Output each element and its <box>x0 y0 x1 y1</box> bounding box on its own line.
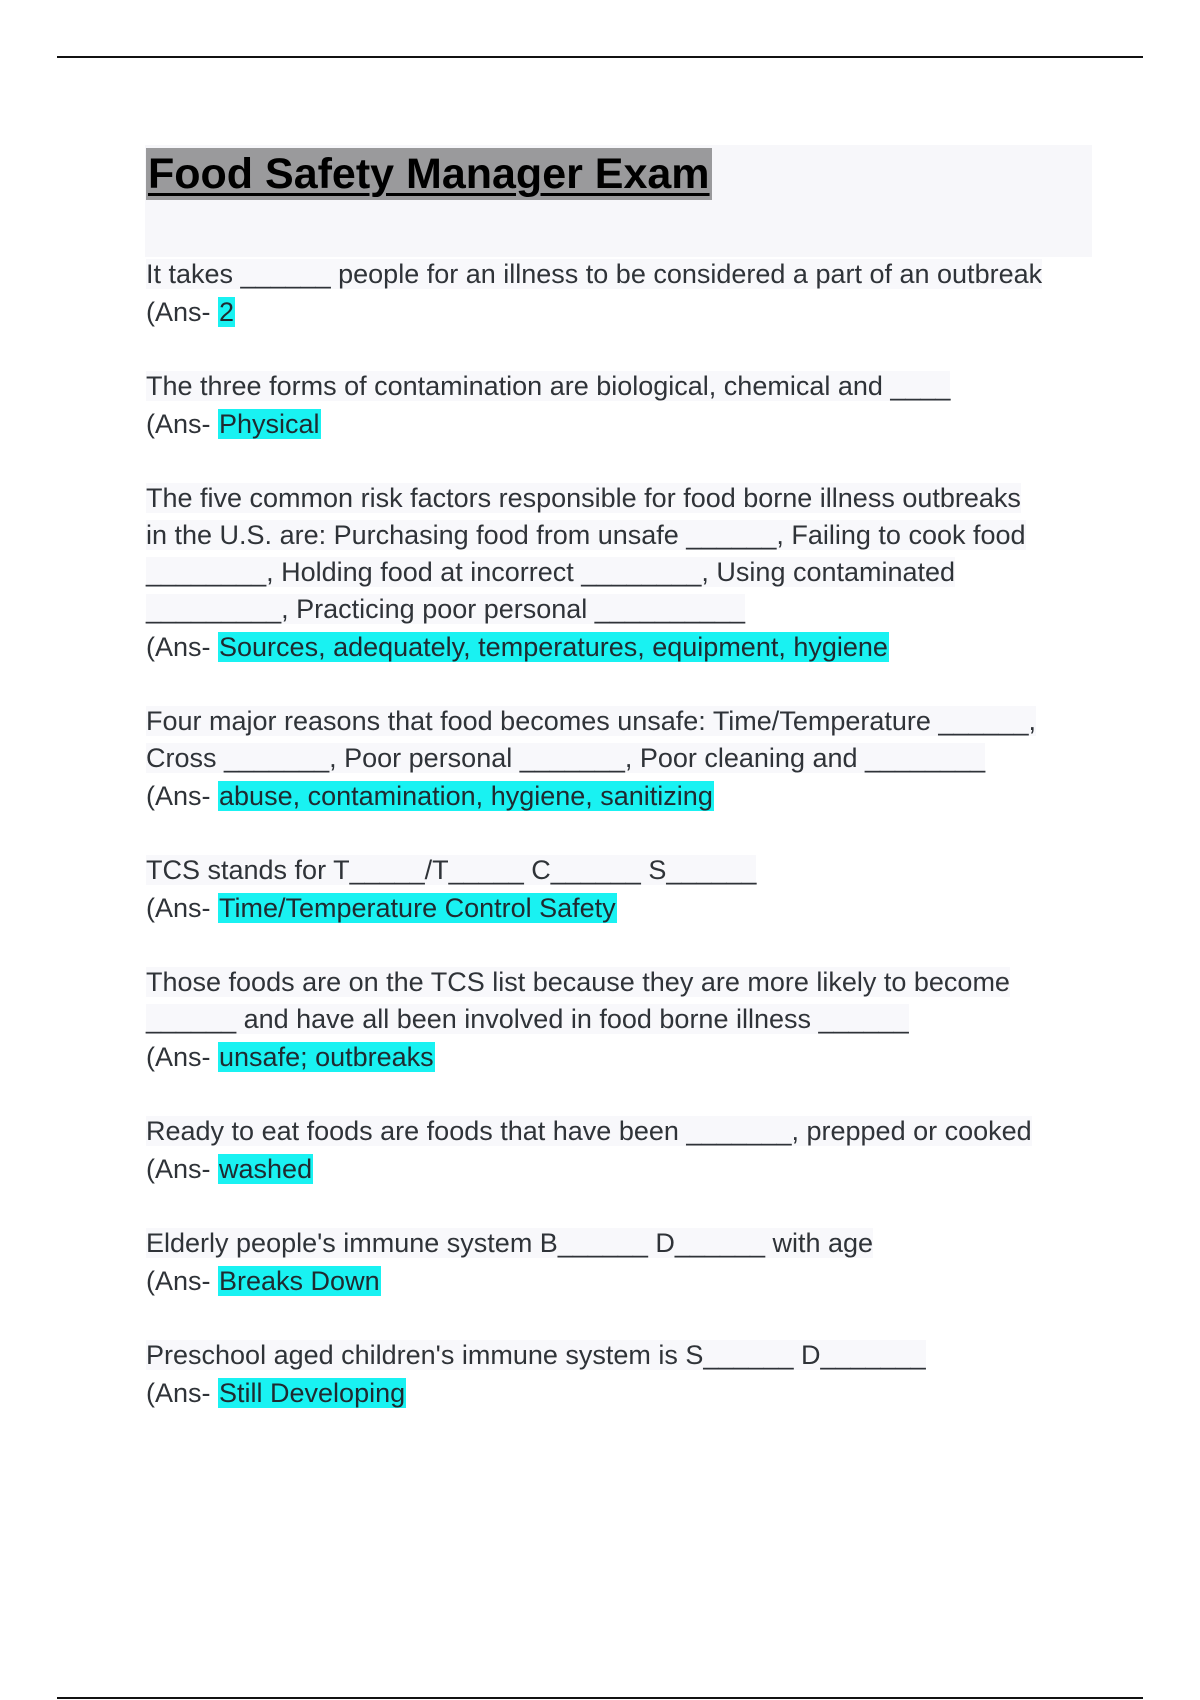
question-line: It takes ______ people for an illness to be considered a part of an outbreak <box>146 259 1043 289</box>
answer-prefix: (Ans- <box>146 409 219 439</box>
question-line: _________, Practicing poor personal __________ <box>146 594 745 624</box>
bottom-rule <box>57 1697 1143 1699</box>
question-line: The five common risk factors responsible for food borne illness outbreaks <box>146 483 1021 513</box>
question-line: in the U.S. are: Purchasing food from unsafe ______, Failing to cook food <box>146 520 1026 550</box>
answer-value: Breaks Down <box>219 1266 380 1296</box>
answer-value: Time/Temperature Control Safety <box>219 893 616 923</box>
answer-value: Still Developing <box>219 1378 406 1408</box>
answer-value: unsafe; outbreaks <box>219 1042 434 1072</box>
qa-item <box>146 480 1091 666</box>
answer-line <box>146 1150 1091 1188</box>
question-text <box>146 964 1091 1038</box>
question-line: The three forms of contamination are biological, chemical and ____ <box>146 371 951 401</box>
answer-prefix: (Ans- <box>146 1378 219 1408</box>
question-line: Four major reasons that food becomes unsafe: Time/Temperature ______, <box>146 706 1036 736</box>
answer-line <box>146 889 1091 927</box>
answer-value: Physical <box>219 409 320 439</box>
answer-line <box>146 1374 1091 1412</box>
answer-line <box>146 293 1091 331</box>
question-line: Preschool aged children's immune system is S______ D_______ <box>146 1340 926 1370</box>
answer-prefix: (Ans- <box>146 1154 219 1184</box>
qa-item <box>146 1113 1091 1188</box>
page-title: Food Safety Manager Exam <box>148 150 710 198</box>
question-text <box>146 480 1091 628</box>
answer-line <box>146 777 1091 815</box>
question-line: TCS stands for T_____/T_____ C______ S______ <box>146 855 757 885</box>
question-text <box>146 1337 1091 1374</box>
answer-prefix: (Ans- <box>146 297 219 327</box>
qa-list <box>146 256 1091 1449</box>
answer-prefix: (Ans- <box>146 632 219 662</box>
answer-value: 2 <box>219 297 235 327</box>
answer-prefix: (Ans- <box>146 893 219 923</box>
answer-line <box>146 405 1091 443</box>
answer-line <box>146 1038 1091 1076</box>
question-line: ______ and have all been involved in food borne illness ______ <box>146 1004 909 1034</box>
question-line: Cross _______, Poor personal _______, Poor cleaning and ________ <box>146 743 986 773</box>
answer-prefix: (Ans- <box>146 1042 219 1072</box>
qa-item <box>146 1337 1091 1412</box>
qa-item <box>146 852 1091 927</box>
question-line: Elderly people's immune system B______ D______ with age <box>146 1228 874 1258</box>
question-line: Ready to eat foods are foods that have been _______, prepped or cooked <box>146 1116 1032 1146</box>
qa-item <box>146 1225 1091 1300</box>
question-text <box>146 703 1091 777</box>
question-line: Those foods are on the TCS list because they are more likely to become <box>146 967 1010 997</box>
question-line: ________, Holding food at incorrect ________, Using contaminated <box>146 557 956 587</box>
answer-value: abuse, contamination, hygiene, sanitizing <box>219 781 713 811</box>
question-text <box>146 368 1091 405</box>
qa-item <box>146 703 1091 815</box>
answer-line <box>146 628 1091 666</box>
answer-prefix: (Ans- <box>146 781 219 811</box>
answer-value: Sources, adequately, temperatures, equipment, hygiene <box>219 632 888 662</box>
question-text <box>146 256 1091 293</box>
question-text <box>146 852 1091 889</box>
question-text <box>146 1113 1091 1150</box>
answer-prefix: (Ans- <box>146 1266 219 1296</box>
qa-item <box>146 368 1091 443</box>
qa-item <box>146 964 1091 1076</box>
answer-line <box>146 1262 1091 1300</box>
question-text <box>146 1225 1091 1262</box>
qa-item <box>146 256 1091 331</box>
answer-value: washed <box>219 1154 313 1184</box>
top-rule <box>57 56 1143 58</box>
